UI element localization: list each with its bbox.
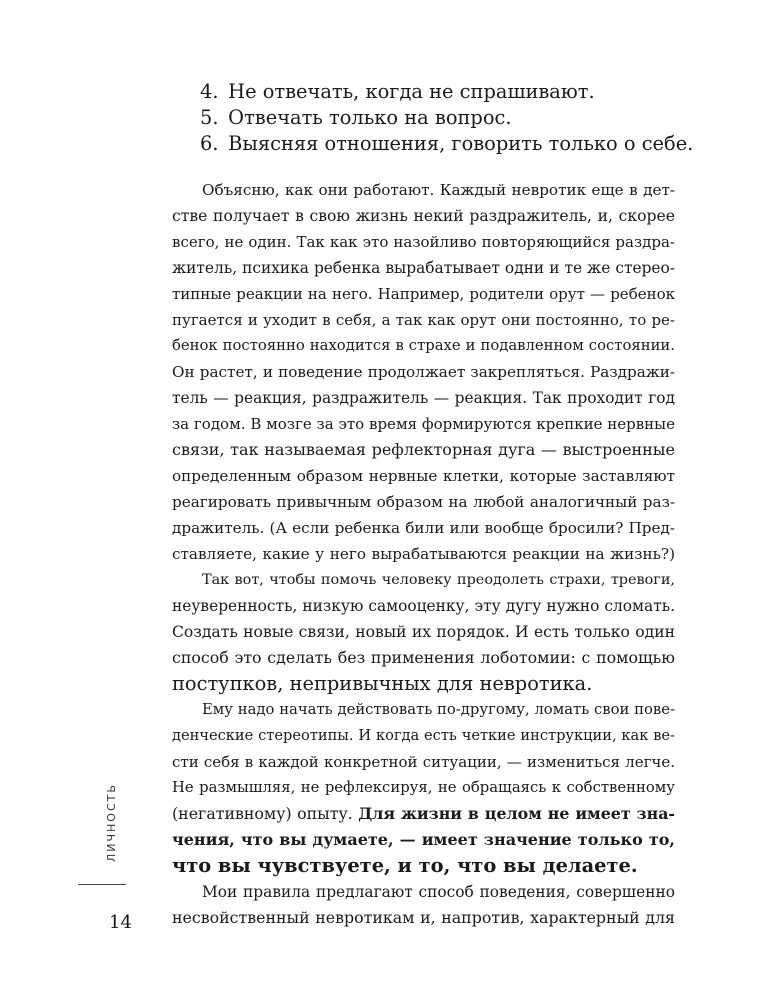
text-line: ставляете, какие у него вырабатываются реакции на жизнь?) [172, 545, 675, 563]
text-line: всего, не один. Так как это назойливо повторяющийся раздра- [172, 233, 675, 251]
text-line: поступков, непривычных для невротика. [172, 672, 593, 695]
text-line: сти себя в каждой конкретной ситуации, — измениться легче. [172, 753, 675, 771]
text-line: неуверенность, низкую самооценку, эту дугу нужно сломать. [172, 597, 675, 615]
list-item-number: 5. [200, 106, 219, 129]
text-line: реагировать привычным образом на любой аналогичный раз- [172, 493, 675, 511]
list-item-number: 6. [200, 132, 219, 155]
text-line: дражитель. (А если ребенка били или вообще бросили? Пред- [172, 519, 675, 537]
text-line: Ему надо начать действовать по-другому, ломать свои пове- [202, 701, 675, 718]
text-line: Объясню, как они работают. Каждый невротик еще в дет- [202, 181, 675, 199]
text-bold-part: чения, что вы думаете, — имеет значение только то, [172, 830, 675, 849]
text-line: тель — реакция, раздражитель — реакция. Так проходит год [172, 389, 675, 407]
list-item-text: Отвечать только на вопрос. [228, 106, 512, 129]
text-line: Так вот, чтобы помочь человеку преодолеть страхи, тревоги, [202, 572, 675, 588]
text-line: стве получает в свою жизнь некий раздражитель, и, скорее [172, 207, 675, 225]
text-line: Он растет, и поведение продолжает закрепляться. Раздражи- [172, 363, 675, 381]
text-line: бенок постоянно находится в страхе и подавленном состоянии. [172, 337, 675, 354]
text-line: способ это сделать без применения лоботомии: с помощью [172, 648, 675, 667]
list-item [200, 105, 700, 131]
body-text [172, 177, 675, 931]
text-line-mixed [172, 801, 675, 827]
text-line: Не размышляя, не рефлексируя, не обращаясь к собственному [172, 779, 675, 796]
text-normal-part: (негативному) опыту. [172, 804, 359, 823]
divider [78, 884, 126, 885]
list-item-text: Не отвечать, когда не спрашивают. [228, 80, 595, 103]
list-item-number: 4. [200, 80, 219, 103]
text-line: определенным образом нервные клетки, которые заставляют [172, 467, 675, 485]
text-line-bold [172, 853, 675, 879]
text-bold-part: что вы чувствуете, и то, что вы делаете. [172, 854, 638, 877]
text-line: за годом. В мозге за это время формируются крепкие нервные [172, 415, 675, 433]
text-line: несвойственный невротикам и, напротив, характерный для [172, 908, 675, 927]
page-number: 14 [109, 912, 132, 933]
list-item [200, 131, 700, 157]
text-line: житель, психика ребенка вырабатывает одни и те же стерео- [172, 259, 675, 277]
list-item [200, 79, 700, 105]
text-line: связи, так называемая рефлекторная дуга — выстроенные [172, 440, 675, 459]
rules-list [200, 79, 700, 157]
text-line: Создать новые связи, новый их порядок. И есть только один [172, 623, 675, 641]
text-line: пугается и уходит в себя, а так как орут они постоянно, то ре- [172, 311, 675, 329]
text-line: Мои правила предлагают способ поведения, совершенно [202, 883, 675, 901]
list-item-text: Выясняя отношения, говорить только о себе. [228, 132, 694, 155]
text-line: типные реакции на него. Например, родители орут — ребенок [172, 285, 675, 303]
text-bold-part: Для жизни в целом не имеет зна- [358, 804, 675, 823]
text-line: денческие стереотипы. И когда есть четкие инструкции, как ве- [172, 727, 675, 744]
section-label: ЛИЧНОСТЬ [105, 783, 118, 862]
text-line-bold [172, 827, 675, 853]
